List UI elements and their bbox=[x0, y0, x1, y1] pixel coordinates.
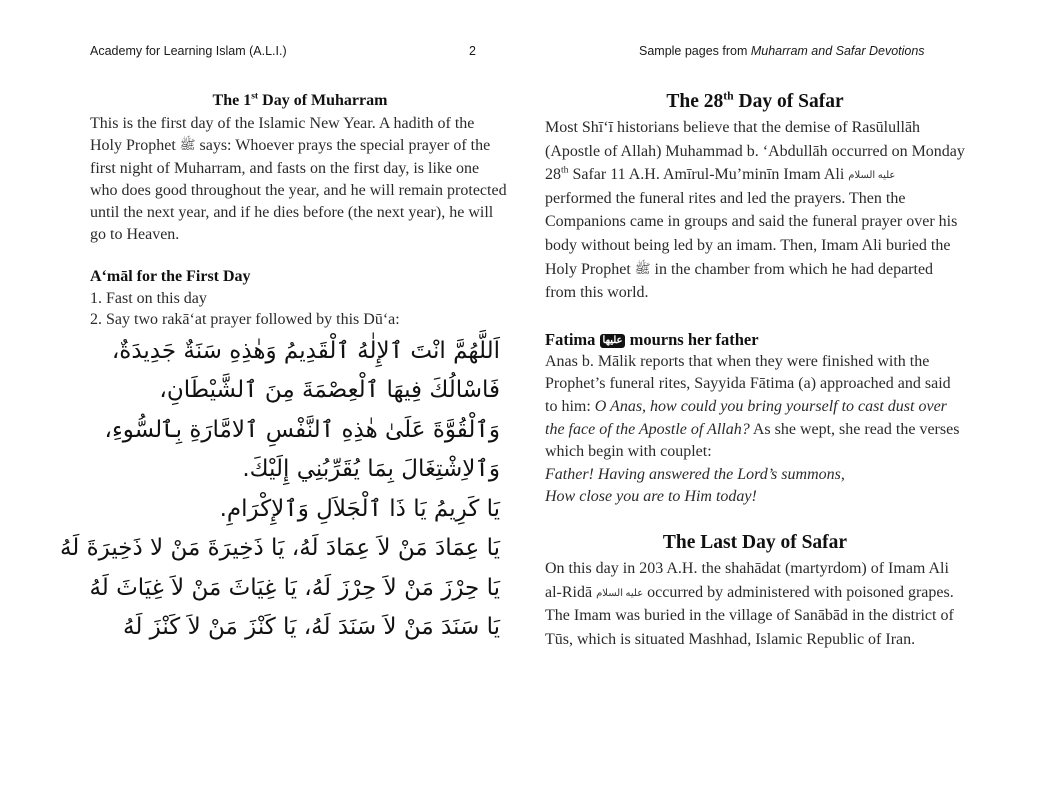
prophet-honorific-icon: ﷺ bbox=[179, 137, 196, 153]
right-page-column bbox=[545, 88, 965, 651]
dua-line: يَا سَنَدَ مَنْ لاَ سَنَدَ لَهُ، يَا كَنْزَ مَنْ لاَ كَنْزَ لَهُ bbox=[123, 614, 500, 641]
title-text: Day of Muharram bbox=[258, 92, 388, 109]
running-header-left: Academy for Learning Islam (A.L.I.) bbox=[90, 44, 287, 58]
imam-honorific-icon: عليه السلام bbox=[848, 170, 896, 182]
section-title-28th-safar bbox=[545, 88, 965, 116]
paragraph-text: This is the first day of the Islamic New Year. A hadith of the Holy Prophet bbox=[90, 115, 475, 155]
dua-line: يَا عِمَادَ مَنْ لاَ عِمَادَ لَهُ، يَا ذَخِيرَةَ مَنْ لا ذَخِيرَةَ لَهُ bbox=[59, 535, 500, 562]
paragraph-28th-safar bbox=[545, 116, 965, 305]
paragraph-text: Most Shī‘ī historians believe that the demise of Rasūlullāh (Apostle of Allah) Muhammad b. ‘Abdullāh occurred on Monday 28 bbox=[545, 119, 965, 184]
paragraph-1st-muharram bbox=[90, 113, 510, 247]
paragraph-text: Anas b. Mālik reports that when they were finished with the Prophet’s funeral rites, Sayyida Fātima (a) approached and said to him: bbox=[545, 352, 951, 415]
verse-line: Father! Having answered the Lord’s summons, bbox=[545, 465, 845, 483]
imam-honorific-icon: عليه السلام bbox=[596, 587, 644, 599]
title-text: Fatima bbox=[545, 329, 600, 349]
section-title-1st-muharram bbox=[90, 89, 510, 113]
list-item: 2. Say two rakā‘at prayer followed by this Dū‘a: bbox=[90, 310, 400, 328]
paragraph-text: Safar 11 A.H. Amīrul-Mu’minīn Imam Ali bbox=[568, 166, 849, 184]
verse-line: How close you are to Him today! bbox=[545, 488, 757, 506]
section-title-fatima-mourns bbox=[545, 329, 965, 351]
prophet-honorific-icon: ﷺ bbox=[634, 260, 651, 276]
paragraph-fatima bbox=[545, 351, 965, 509]
title-text: Day of Safar bbox=[733, 91, 844, 112]
paragraph-text: says: Whoever prays the special prayer of the first night of Muharram, and fasts on the first day, is like one who does good throughout the year, and he will remain protected until the next year, and if he dies before (the next year), he will go to Heaven. bbox=[90, 137, 507, 244]
section-title-last-day-safar: The Last Day of Safar bbox=[662, 531, 848, 553]
book-title: Muharram and Safar Devotions bbox=[750, 44, 925, 58]
title-superscript: st bbox=[251, 90, 259, 102]
paragraph-text: On this day in 203 A.H. the shahādat (martyrdom) of Imam Ali al-Ridā bbox=[545, 559, 949, 601]
list-item: 1. Fast on this day bbox=[90, 289, 207, 307]
title-text: The 1 bbox=[212, 92, 252, 109]
dua-line: اَللَّهُمَّ انْتَ ٱلإِلٰهُ ٱلْقَدِيمُ وَهٰذِهِ سَنَةٌ جَدِيدَةٌ، bbox=[111, 337, 500, 364]
section-title-amal: A‘māl for the First Day bbox=[90, 267, 251, 285]
left-page-column bbox=[59, 88, 510, 648]
title-text: The 28 bbox=[666, 91, 724, 112]
paragraph-text: As she wept, she read the verses which begin with couplet: bbox=[545, 420, 960, 461]
italic-quote: O Anas, how could you bring yourself to cast dust over the face of the Apostle of Allah? bbox=[545, 397, 947, 438]
superscript: th bbox=[561, 164, 569, 176]
title-superscript: th bbox=[723, 89, 734, 103]
dua-line: وَٱلْقُوَّةَ عَلَىٰ هٰذِهِ ٱلنَّفْسِ ٱلامَّارَةِ بِٱلسُّوءِ، bbox=[104, 416, 500, 443]
running-header-right bbox=[639, 44, 925, 58]
fatima-honorific-icon: عليها bbox=[600, 334, 626, 348]
dua-line: يَا كَرِيمُ يَا ذَا ٱلْجَلاَلِ وَٱلإِكْرَامِ. bbox=[219, 495, 500, 522]
paragraph-text: occurred by administered with poisoned grapes. The Imam was buried in the village of Sanābād in the district of Tūs, which is situated Mashhad, Islamic Republic of Iran. bbox=[545, 583, 954, 648]
header-right-prefix: Sample pages from bbox=[639, 44, 751, 58]
paragraph-last-day-safar bbox=[545, 557, 965, 651]
page-number: 2 bbox=[469, 44, 476, 58]
paragraph-text: performed the funeral rites and led the prayers. Then the Companions came in groups and said the funeral prayer over his body without being led by an imam. Then, Imam Ali buried the Holy Prophet bbox=[545, 189, 958, 278]
dua-line: وَٱلاِشْتِغَالَ بِمَا يُقَرِّبُنِي إِلَيْكَ. bbox=[242, 456, 500, 483]
paragraph-text: in the chamber from which he had departed from this world. bbox=[545, 260, 934, 302]
title-text: mourns her father bbox=[625, 329, 759, 349]
dua-line: يَا حِرْزَ مَنْ لاَ حِرْزَ لَهُ، يَا غِيَاثَ مَنْ لاَ غِيَاثَ لَهُ bbox=[89, 574, 500, 601]
dua-line: فَاسْالُكَ فِيهَا ٱلْعِصْمَةَ مِنَ ٱلشَّيْطَانِ، bbox=[159, 377, 500, 404]
arabic-dua bbox=[59, 332, 500, 648]
